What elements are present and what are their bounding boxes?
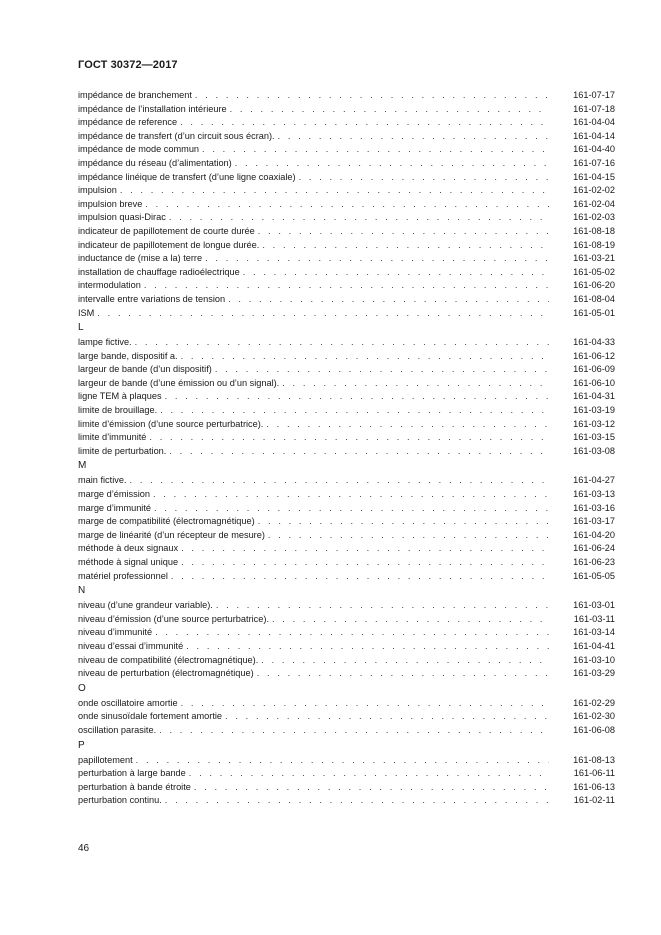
index-entry bbox=[78, 198, 615, 212]
dot-leader bbox=[228, 293, 549, 307]
dot-leader bbox=[225, 710, 549, 724]
dot-leader bbox=[268, 529, 549, 543]
index-code: 161-03-16 bbox=[573, 502, 615, 513]
index-term: intermodulation bbox=[78, 280, 141, 291]
dot-leader bbox=[262, 239, 549, 253]
dot-leader bbox=[145, 198, 549, 212]
index-entry bbox=[78, 599, 615, 613]
index-entry bbox=[78, 293, 615, 307]
index-term: marge de linéarité (d’un récepteur de mesure) bbox=[78, 529, 265, 540]
index-term: onde sinusoïdale fortement amortie bbox=[78, 711, 223, 722]
index-code: 161-04-20 bbox=[573, 529, 615, 540]
index-term: limite de brouillage. bbox=[78, 405, 158, 416]
index-code: 161-03-15 bbox=[573, 432, 615, 443]
index-code: 161-03-14 bbox=[573, 627, 615, 638]
index-entry bbox=[78, 754, 615, 768]
index-code: 161-04-27 bbox=[573, 475, 615, 486]
index-term: marge d’immunité bbox=[78, 502, 152, 513]
index-entry bbox=[78, 767, 615, 781]
index-entry bbox=[78, 724, 615, 738]
dot-leader bbox=[186, 640, 549, 654]
dot-leader bbox=[181, 697, 549, 711]
index-entry bbox=[78, 515, 615, 529]
index-term: niveau d’émission (d’une source perturbatrice). bbox=[78, 613, 269, 624]
index-code: 161-03-21 bbox=[573, 253, 615, 264]
dot-leader bbox=[154, 502, 549, 516]
dot-leader bbox=[299, 171, 549, 185]
index-entry bbox=[78, 640, 615, 654]
index-letter-heading: O bbox=[78, 682, 86, 694]
index-code: 161-06-23 bbox=[573, 557, 615, 567]
index-code: 161-07-16 bbox=[573, 157, 615, 168]
index-term: impulsion breve bbox=[78, 198, 143, 209]
index-entry bbox=[78, 431, 615, 445]
index-code: 161-07-18 bbox=[573, 103, 615, 114]
index-code: 161-05-01 bbox=[573, 307, 615, 318]
index-entry bbox=[78, 363, 615, 377]
dot-leader bbox=[235, 157, 549, 171]
index-term: impulsion quasi-Dirac bbox=[78, 212, 166, 223]
dot-leader bbox=[195, 89, 549, 103]
index-term: indicateur de papillotement de longue durée. bbox=[78, 239, 260, 250]
index-code: 161-03-12 bbox=[573, 418, 615, 429]
index-entry bbox=[78, 626, 615, 640]
dot-leader bbox=[181, 350, 549, 364]
dot-leader bbox=[216, 599, 549, 613]
index-code: 161-06-20 bbox=[573, 280, 615, 291]
index-term: niveau (d’une grandeur variable). bbox=[78, 600, 213, 611]
index-term: perturbation à large bande bbox=[78, 768, 186, 779]
index-term: marge d’émission bbox=[78, 489, 150, 500]
dot-leader bbox=[97, 307, 549, 321]
index-term: matériel professionnel bbox=[78, 570, 168, 581]
index-code: 161-08-04 bbox=[573, 293, 615, 304]
document-header: ГОСТ 30372—2017 bbox=[78, 59, 178, 71]
index-code: 161-03-13 bbox=[573, 489, 615, 500]
dot-leader bbox=[155, 626, 549, 640]
index-code: 161-04-33 bbox=[573, 337, 615, 348]
index-term: intervalle entre variations de tension bbox=[78, 293, 226, 304]
index-term: limite de perturbation. bbox=[78, 445, 167, 456]
index-entry bbox=[78, 654, 615, 668]
index-code: 161-06-10 bbox=[573, 377, 615, 388]
index-term: méthode à deux signaux bbox=[78, 543, 179, 554]
index-code: 161-06-24 bbox=[573, 543, 615, 554]
dot-leader bbox=[258, 515, 549, 529]
index-entry bbox=[78, 116, 615, 130]
index-term: inductance de (mise a la) terre bbox=[78, 253, 203, 264]
index-code: 161-02-02 bbox=[573, 185, 615, 196]
index-term: impédance de transfert (d’un circuit sous écran). bbox=[78, 130, 275, 141]
index-term: perturbation continu. bbox=[78, 795, 162, 806]
index-term: limite d’émission (d’une source perturbatrice). bbox=[78, 418, 264, 429]
dot-leader bbox=[165, 794, 549, 808]
index-entry bbox=[78, 336, 615, 350]
dot-leader bbox=[181, 542, 549, 556]
index-term: niveau d’essai d’immunité bbox=[78, 640, 184, 651]
index-entry bbox=[78, 377, 615, 391]
index-entry bbox=[78, 613, 615, 627]
index-code: 161-06-12 bbox=[573, 350, 615, 361]
dot-leader bbox=[278, 130, 549, 144]
index-entry bbox=[78, 225, 615, 239]
dot-leader bbox=[258, 225, 549, 239]
index-code: 161-03-19 bbox=[573, 405, 615, 416]
index-entry bbox=[78, 390, 615, 404]
index-code: 161-07-17 bbox=[573, 90, 615, 100]
index-term: impédance linéique de transfert (d’une ligne coaxiale) bbox=[78, 171, 296, 182]
index-term: impédance de mode commun bbox=[78, 144, 200, 155]
index-code: 161-03-29 bbox=[573, 668, 615, 679]
dot-leader bbox=[181, 556, 549, 570]
index-term: perturbation à bande étroite bbox=[78, 781, 191, 792]
index-term: marge de compatibilité (électromagnétique) bbox=[78, 516, 255, 527]
index-entry bbox=[78, 211, 615, 225]
index-letter-heading: N bbox=[78, 585, 86, 597]
index-entry bbox=[78, 350, 615, 364]
dot-leader bbox=[180, 116, 549, 130]
index-entry bbox=[78, 445, 615, 459]
index-code: 161-04-15 bbox=[573, 171, 615, 182]
alphabetical-index bbox=[78, 89, 615, 808]
index-term: niveau de perturbation (électromagnétique) bbox=[78, 668, 254, 679]
index-term: niveau de compatibilité (électromagnétique). bbox=[78, 654, 259, 665]
dot-leader bbox=[165, 390, 549, 404]
index-entry bbox=[78, 307, 615, 321]
index-code: 161-03-01 bbox=[573, 600, 615, 611]
dot-leader bbox=[205, 252, 549, 266]
dot-leader bbox=[261, 654, 549, 668]
dot-leader bbox=[202, 143, 549, 157]
index-code: 161-08-13 bbox=[573, 754, 615, 765]
index-code: 161-04-04 bbox=[573, 117, 615, 128]
dot-leader bbox=[169, 445, 549, 459]
index-code: 161-05-05 bbox=[573, 570, 615, 581]
dot-leader bbox=[272, 613, 549, 627]
index-code: 161-06-13 bbox=[573, 781, 615, 792]
index-letter-heading: M bbox=[78, 460, 87, 472]
dot-leader bbox=[257, 667, 549, 681]
dot-leader bbox=[120, 184, 549, 198]
index-code: 161-04-41 bbox=[573, 640, 615, 651]
index-code: 161-06-11 bbox=[573, 768, 615, 779]
dot-leader bbox=[194, 781, 549, 795]
index-letter-heading: L bbox=[78, 322, 84, 334]
dot-leader bbox=[215, 363, 549, 377]
index-term: onde oscillatoire amortie bbox=[78, 697, 178, 708]
dot-leader bbox=[144, 279, 549, 293]
dot-leader bbox=[153, 488, 549, 502]
index-code: 161-03-10 bbox=[573, 654, 615, 665]
index-entry bbox=[78, 529, 615, 543]
index-code: 161-06-08 bbox=[573, 724, 615, 735]
index-term: méthode à signal unique bbox=[78, 557, 179, 567]
dot-leader bbox=[230, 103, 549, 117]
index-entry bbox=[78, 556, 615, 570]
index-term: ligne TEM à plaques bbox=[78, 391, 162, 402]
index-term: papillotement bbox=[78, 754, 133, 765]
index-entry bbox=[78, 184, 615, 198]
page-number: 46 bbox=[78, 843, 90, 854]
index-term: impédance du réseau (d’alimentation) bbox=[78, 157, 232, 168]
index-code: 161-03-08 bbox=[573, 445, 615, 456]
index-code: 161-04-14 bbox=[573, 130, 615, 141]
index-entry bbox=[78, 542, 615, 556]
index-entry bbox=[78, 239, 615, 253]
index-entry bbox=[78, 404, 615, 418]
index-entry bbox=[78, 710, 615, 724]
index-term: lampe fictive. bbox=[78, 337, 132, 348]
index-term: oscillation parasite. bbox=[78, 724, 157, 735]
index-code: 161-02-03 bbox=[573, 212, 615, 223]
index-term: limite d’immunité bbox=[78, 432, 147, 443]
index-entry bbox=[78, 171, 615, 185]
dot-leader bbox=[282, 377, 549, 391]
index-entry bbox=[78, 794, 615, 808]
index-code: 161-02-11 bbox=[573, 795, 615, 806]
index-term: ISM bbox=[78, 307, 95, 318]
index-code: 161-02-29 bbox=[573, 697, 615, 708]
index-term: indicateur de papillotement de courte durée bbox=[78, 225, 255, 236]
index-entry bbox=[78, 781, 615, 795]
dot-leader bbox=[149, 431, 549, 445]
index-entry bbox=[78, 418, 615, 432]
index-term: largeur de bande (d’une émission ou d’un signal). bbox=[78, 377, 280, 388]
dot-leader bbox=[130, 474, 549, 488]
dot-leader bbox=[136, 754, 549, 768]
dot-leader bbox=[171, 570, 549, 584]
index-term: main fictive. bbox=[78, 475, 127, 486]
dot-leader bbox=[266, 418, 549, 432]
index-entry bbox=[78, 570, 615, 584]
index-term: large bande, dispositif a. bbox=[78, 350, 178, 361]
index-entry bbox=[78, 252, 615, 266]
index-term: installation de chauffage radioélectrique bbox=[78, 266, 240, 277]
index-code: 161-05-02 bbox=[573, 266, 615, 277]
index-entry bbox=[78, 502, 615, 516]
index-code: 161-04-31 bbox=[573, 391, 615, 402]
index-entry bbox=[78, 667, 615, 681]
index-term: impédance de l’installation intérieure bbox=[78, 103, 227, 114]
index-term: largeur de bande (d’un dispositif) bbox=[78, 364, 212, 375]
index-entry bbox=[78, 130, 615, 144]
dot-leader bbox=[189, 767, 549, 781]
index-entry bbox=[78, 103, 615, 117]
index-term: niveau d’immunité bbox=[78, 627, 153, 638]
index-code: 161-03-17 bbox=[573, 516, 615, 527]
index-term: impédance de branchement bbox=[78, 90, 192, 100]
dot-leader bbox=[160, 404, 549, 418]
index-entry bbox=[78, 488, 615, 502]
dot-leader bbox=[135, 336, 549, 350]
index-entry bbox=[78, 279, 615, 293]
dot-leader bbox=[243, 266, 549, 280]
index-entry bbox=[78, 266, 615, 280]
index-entry bbox=[78, 697, 615, 711]
index-code: 161-03-11 bbox=[573, 613, 615, 624]
index-term: impédance de reference bbox=[78, 117, 178, 128]
dot-leader bbox=[159, 724, 549, 738]
index-entry bbox=[78, 474, 615, 488]
index-entry bbox=[78, 157, 615, 171]
index-code: 161-02-30 bbox=[573, 711, 615, 722]
index-code: 161-08-18 bbox=[573, 225, 615, 236]
index-entry bbox=[78, 143, 615, 157]
index-term: impulsion bbox=[78, 185, 117, 196]
index-letter-heading: P bbox=[78, 739, 85, 751]
dot-leader bbox=[169, 211, 549, 225]
index-code: 161-06-09 bbox=[573, 364, 615, 375]
index-code: 161-08-19 bbox=[573, 239, 615, 250]
index-code: 161-04-40 bbox=[573, 144, 615, 155]
index-code: 161-02-04 bbox=[573, 198, 615, 209]
index-entry bbox=[78, 89, 615, 103]
